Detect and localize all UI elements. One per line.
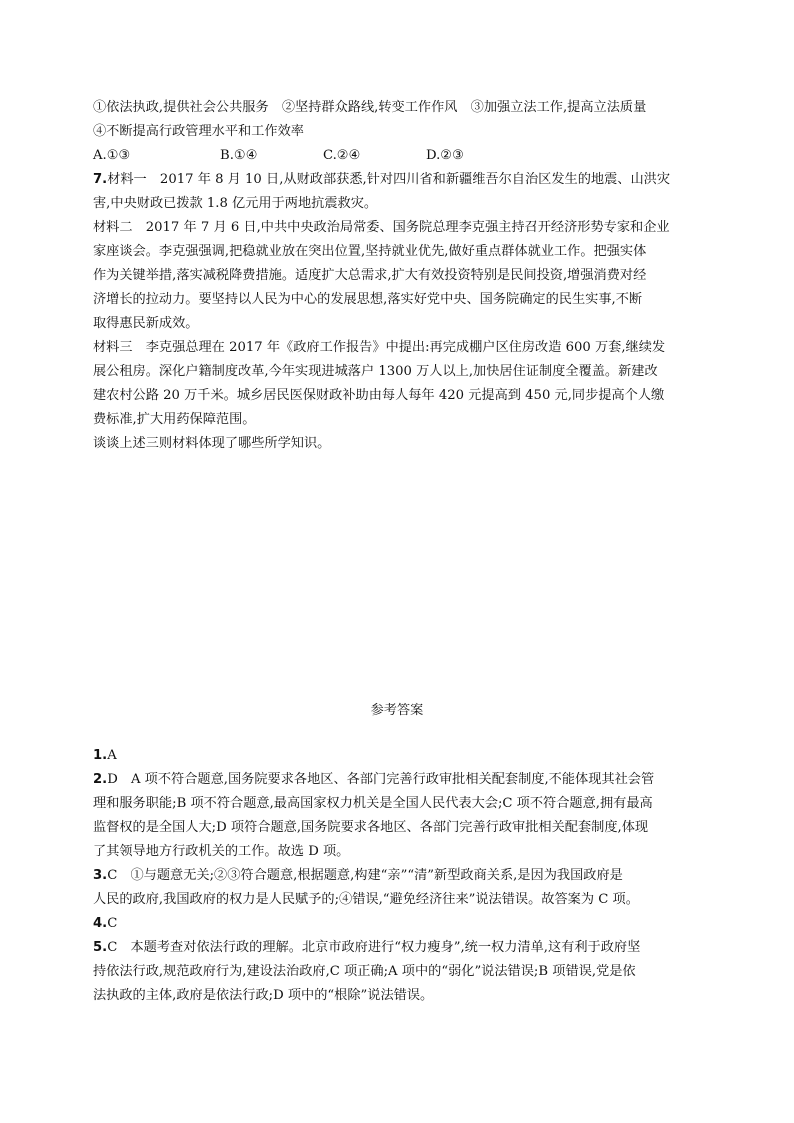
material-2-line-2: 家座谈会。李克强强调,把稳就业放在突出位置,坚持就业优先,做好重点群体就业工作。把强实体 <box>93 244 647 259</box>
material-3-line-2: 展公租房。深化户籍制度改革,今年实现进城落户 1300 万人以上,加快居住证制度全覆盖。新建改 <box>93 364 658 379</box>
option-b: B.①④ <box>220 148 258 163</box>
answer-4: 4.C <box>93 916 118 931</box>
choice-line-1: ①依法执政,提供社会公共服务 ②坚持群众路线,转变工作作风 ③加强立法工作,提高立法质量 <box>93 100 647 115</box>
material-3-line-4: 费标准,扩大用药保障范围。 <box>93 412 256 427</box>
question-7 <box>93 168 699 456</box>
answer-5-line-2: 持依法行政,规范政府行为,建设法治政府,C 项正确;A 项中的“弱化”说法错误;B 项错误,党是依 <box>93 964 636 979</box>
answer-2-line-2: 理和服务职能;B 项不符合题意,最高国家权力机关是全国人民代表大会;C 项不符合题意,拥有最高 <box>93 796 653 811</box>
answer-number: 4. <box>93 916 108 931</box>
answer-1: 1.A <box>93 748 117 763</box>
answer-2-line-1: 2.D A 项不符合题意,国务院要求各地区、各部门完善行政审批相关配套制度,不能体现其社会管 <box>93 772 655 787</box>
question-6-choices <box>93 96 699 168</box>
material-2-line-5: 取得惠民新成效。 <box>93 316 199 331</box>
answer-number: 3. <box>93 868 108 883</box>
answer-2-line-3: 监督权的是全国人大;D 项符合题意,国务院要求各地区、各部门完善行政审批相关配套制度,体现 <box>93 820 649 835</box>
question-number: 7. <box>93 172 108 187</box>
option-a: A.①③ <box>93 148 131 163</box>
answer-number: 1. <box>93 748 108 763</box>
material-3-line-1: 材料三 李克强总理在 2017 年《政府工作报告》中提出:再完成棚户区住房改造 600 万套,继续发 <box>93 340 666 355</box>
material-2-line-3: 作为关键举措,落实减税降费措施。适度扩大总需求,扩大有效投资特别是民间投资,增强消费对经 <box>93 268 647 283</box>
question-prompt: 谈谈上述三则材料体现了哪些所学知识。 <box>93 436 331 451</box>
answer-3-line-1: 3.C ①与题意无关;②③符合题意,根据题意,构建“亲”“清”新型政商关系,是因为我国政府是 <box>93 868 623 883</box>
material-2-line-4: 济增长的拉动力。要坚持以人民为中心的发展思想,落实好党中央、国务院确定的民生实事,不断 <box>93 292 643 307</box>
material-1-line-1: 7.材料一 2017 年 8 月 10 日,从财政部获悉,针对四川省和新疆维吾尔自治区发生的地震、山洪灾 <box>93 172 671 187</box>
answer-number: 2. <box>93 772 108 787</box>
choice-line-2: ④不断提高行政管理水平和工作效率 <box>93 124 304 139</box>
answers-section <box>93 744 699 1008</box>
answer-5-line-3: 法执政的主体,政府是依法行政;D 项中的“根除”说法错误。 <box>93 988 434 1003</box>
answer-2-line-4: 了其领导地方行政机关的工作。故选 D 项。 <box>93 844 350 859</box>
material-1-line-2: 害,中央财政已拨款 1.8 亿元用于两地抗震救灾。 <box>93 196 378 211</box>
material-3-line-3: 建农村公路 20 万千米。城乡居民医保财政补助由每人每年 420 元提高到 450 元,同步提高个人缴 <box>93 388 665 403</box>
answer-5-line-1: 5.C 本题考查对依法行政的理解。北京市政府进行“权力瘦身”,统一权力清单,这有利于政府坚 <box>93 940 641 955</box>
answer-number: 5. <box>93 940 108 955</box>
material-2-line-1: 材料二 2017 年 7 月 6 日,中共中央政治局常委、国务院总理李克强主持召开经济形势专家和企业 <box>93 220 670 235</box>
option-d: D.②③ <box>426 148 464 163</box>
answer-options <box>93 144 699 168</box>
option-c: C.②④ <box>323 148 361 163</box>
answer-3-line-2: 人民的政府,我国政府的权力是人民赋予的;④错误,“避免经济往来”说法错误。故答案为 C 项。 <box>93 892 639 907</box>
answers-title: 参考答案 <box>370 703 424 718</box>
